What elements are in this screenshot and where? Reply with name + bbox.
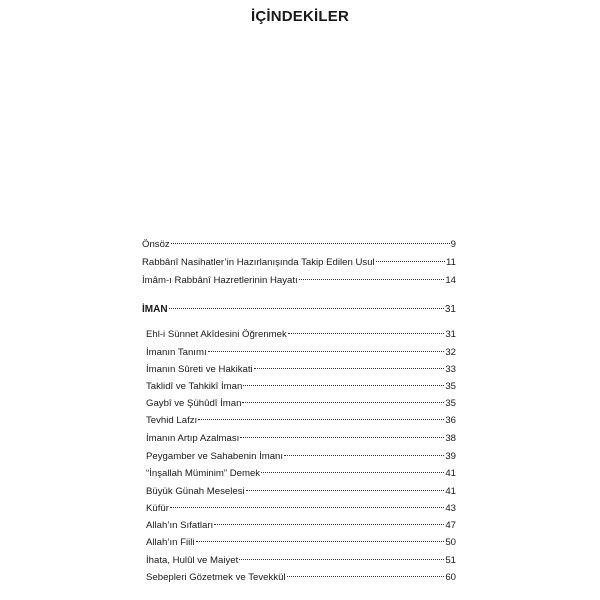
toc-entry-label: “İnşallah Müminim” Demek xyxy=(146,468,261,479)
dot-leader xyxy=(198,409,444,423)
toc-entry-label: Ehl-i Sünnet Akîdesini Öğrenmek xyxy=(146,329,287,340)
toc-entry-page: 41 xyxy=(445,468,456,479)
dot-leader xyxy=(171,233,450,247)
toc-entry-label: Taklidî ve Tahkikî İman xyxy=(146,381,243,392)
toc-entry-label: Sebepleri Gözetmek ve Tevekkül xyxy=(146,572,286,583)
dot-leader xyxy=(254,358,445,372)
toc-entry[interactable] xyxy=(146,514,456,531)
toc-entry-page: 39 xyxy=(445,451,456,462)
toc-entry[interactable] xyxy=(146,392,456,409)
toc-entry[interactable] xyxy=(146,427,456,444)
dot-leader xyxy=(208,341,445,355)
dot-leader xyxy=(242,392,444,406)
dot-leader xyxy=(240,427,444,441)
dot-leader xyxy=(214,514,444,528)
dot-leader xyxy=(261,462,444,476)
toc-entry-label: İmanın Sûreti ve Hakikati xyxy=(146,364,253,375)
toc-entry-label: Tevhid Lafzı xyxy=(146,415,198,426)
toc-entry-onsoz[interactable] xyxy=(142,233,456,250)
toc-entry-page: 14 xyxy=(445,275,456,286)
toc-section-page: 31 xyxy=(444,304,456,315)
toc-entry[interactable] xyxy=(146,341,456,358)
toc-entry-page: 36 xyxy=(445,415,456,426)
toc-entry-page: 33 xyxy=(445,364,456,375)
toc-entry[interactable] xyxy=(146,462,456,479)
toc-entry-label: Allah’ın Sıfatları xyxy=(146,520,214,531)
toc-entry-page: 47 xyxy=(445,520,456,531)
dot-leader xyxy=(376,251,445,265)
dot-leader xyxy=(284,445,444,459)
toc-entry-label: Küfür xyxy=(146,503,169,514)
dot-leader xyxy=(170,497,444,511)
toc-entry-label: Rabbânî Nasihatler’in Hazırlanışında Takip Edilen Usul xyxy=(142,257,375,268)
toc-entry[interactable] xyxy=(146,358,456,375)
toc-section-iman[interactable] xyxy=(142,298,456,315)
dot-leader xyxy=(287,566,445,580)
toc-entry-label: Büyük Günah Meselesi xyxy=(146,486,245,497)
dot-leader xyxy=(288,323,445,337)
page-title: İÇİNDEKİLER xyxy=(250,8,350,25)
toc-entry-label: Allah’ın Fiili xyxy=(146,537,195,548)
dot-leader xyxy=(299,269,445,283)
toc-entry-label: Peygamber ve Sahabenin İmanı xyxy=(146,451,284,462)
dot-leader xyxy=(246,480,445,494)
toc-entry[interactable] xyxy=(146,323,456,340)
toc-entry-page: 43 xyxy=(445,503,456,514)
dot-leader xyxy=(239,549,444,563)
toc-entry-page: 50 xyxy=(445,537,456,548)
toc-entry-page: 41 xyxy=(445,486,456,497)
toc-entry[interactable] xyxy=(146,409,456,426)
toc-entry[interactable] xyxy=(146,566,456,583)
toc-entry-usul[interactable] xyxy=(142,251,456,268)
toc-entry[interactable] xyxy=(146,497,456,514)
toc-entry-hayati[interactable] xyxy=(142,269,456,286)
toc-entry-page: 31 xyxy=(445,329,456,340)
toc-entry[interactable] xyxy=(146,445,456,462)
toc-entry[interactable] xyxy=(146,480,456,497)
toc-entry[interactable] xyxy=(146,549,456,566)
dot-leader xyxy=(243,375,444,389)
toc-entry-page: 51 xyxy=(445,555,456,566)
toc-entry-page: 11 xyxy=(446,257,456,268)
toc-entry-page: 35 xyxy=(445,381,456,392)
toc-entry-label: Önsöz xyxy=(142,239,170,250)
dot-leader xyxy=(196,531,445,545)
toc-entry-page: 9 xyxy=(450,239,456,250)
toc-entry-page: 38 xyxy=(445,433,456,444)
toc-entry-page: 60 xyxy=(445,572,456,583)
toc-section-label: İMAN xyxy=(142,304,168,315)
toc-entry-label: İhata, Hulûl ve Maiyet xyxy=(146,555,239,566)
toc-entry[interactable] xyxy=(146,531,456,548)
toc-entry-label: İmanın Artıp Azalması xyxy=(146,433,240,444)
toc-entry-label: İmanın Tanımı xyxy=(146,347,207,358)
toc-entry-page: 35 xyxy=(445,398,456,409)
toc-entry-label: İmâm-ı Rabbânî Hazretlerinin Hayatı xyxy=(142,275,298,286)
toc-entry-label: Gaybî ve Şühûdî İman xyxy=(146,398,242,409)
toc-entry[interactable] xyxy=(146,375,456,392)
toc-entry-page: 32 xyxy=(445,347,456,358)
dot-leader xyxy=(169,298,444,312)
